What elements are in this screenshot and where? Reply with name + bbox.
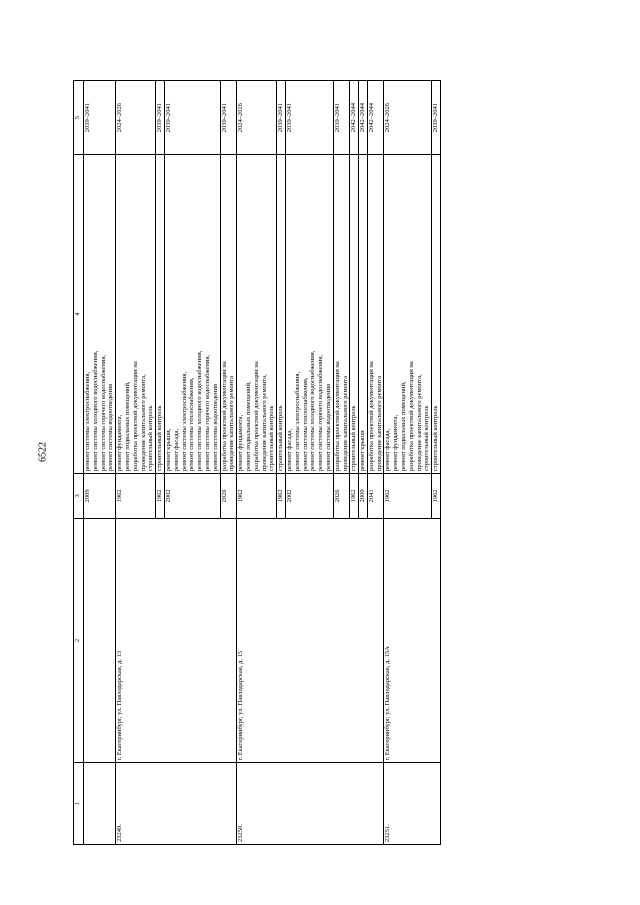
page-number: 6522 bbox=[37, 442, 49, 462]
year-cell: 1962 bbox=[384, 474, 432, 519]
year-cell: 1962 bbox=[350, 474, 359, 519]
col-header-4: 4 bbox=[74, 155, 84, 474]
year-cell: 2009 bbox=[84, 474, 116, 519]
period-cell: 2039–2041 bbox=[333, 81, 350, 155]
period-cell: 2024–2026 bbox=[237, 81, 277, 155]
year-cell: 2026 bbox=[220, 474, 237, 519]
col-header-2: 2 bbox=[74, 518, 84, 763]
period-cell: 2039–2041 bbox=[84, 81, 116, 155]
year-cell: 1962 bbox=[116, 474, 156, 519]
work-cell: разработка проектной документации на проведение капитального ремонта bbox=[220, 155, 237, 474]
page-number-area bbox=[0, 0, 70, 905]
year-cell: 2041 bbox=[367, 474, 384, 519]
work-cell: ремонт фасада, ремонт системы электроснабжения, ремонт системы теплоснабжения, ремонт системы холодного водоснабжения, ремонт системы горячего водоснабжения, ремонт системы водоотведения bbox=[285, 155, 333, 474]
address-cell: г. Екатеринбург, ул. Павлодарская, д. 15А bbox=[384, 518, 441, 763]
row-number-cell: 23251. bbox=[384, 763, 441, 845]
rotated-table-container bbox=[73, 80, 598, 845]
year-cell: 1962 bbox=[432, 474, 441, 519]
work-cell: ремонт фундамента, ремонт подвальных помещений, разработка проектной документации на проведение капитального ремонта, строительный контроль bbox=[116, 155, 156, 474]
period-cell: 2039–2041 bbox=[285, 81, 333, 155]
year-cell: 1962 bbox=[277, 474, 286, 519]
year-cell: 2009 bbox=[359, 474, 368, 519]
table-row bbox=[116, 81, 156, 845]
work-cell: строительный контроль bbox=[156, 155, 165, 474]
period-cell: 2039–2041 bbox=[156, 81, 165, 155]
year-cell: 1962 bbox=[156, 474, 165, 519]
table-row bbox=[84, 81, 116, 845]
period-cell: 2024–2026 bbox=[384, 81, 432, 155]
repair-schedule-table bbox=[73, 80, 441, 845]
work-cell: строительный контроль bbox=[432, 155, 441, 474]
table-row bbox=[237, 81, 277, 845]
col-header-1: 1 bbox=[74, 763, 84, 845]
work-cell: ремонт фасада, ремонт фундамента, ремонт подвальных помещений, разработка проектной документации на проведение капитального ремонта, строительный контроль bbox=[384, 155, 432, 474]
period-cell: 2039–2041 bbox=[220, 81, 237, 155]
row-number-cell bbox=[84, 763, 116, 845]
work-cell: разработка проектной документации на проведение капитального ремонта bbox=[333, 155, 350, 474]
period-cell: 2024–2026 bbox=[116, 81, 156, 155]
work-cell: ремонт системы электроснабжения, ремонт системы холодного водоснабжения, ремонт системы горячего водоснабжения, ремонт системы водоотведения bbox=[84, 155, 116, 474]
table-header-row bbox=[74, 81, 84, 845]
work-cell: строительный контроль bbox=[277, 155, 286, 474]
row-number-cell: 23249. bbox=[116, 763, 237, 845]
period-cell: 2042–2044 bbox=[350, 81, 359, 155]
year-cell: 2002 bbox=[285, 474, 333, 519]
period-cell: 2039–2041 bbox=[164, 81, 220, 155]
work-cell: разработка проектной документации на проведение капитального ремонта bbox=[367, 155, 384, 474]
year-cell: 2026 bbox=[333, 474, 350, 519]
table-row bbox=[384, 81, 432, 845]
year-cell: 2002 bbox=[164, 474, 220, 519]
period-cell: 2039–2041 bbox=[432, 81, 441, 155]
work-cell: строительный контроль bbox=[350, 155, 359, 474]
address-cell bbox=[84, 518, 116, 763]
address-cell: г. Екатеринбург, ул. Павлодарская, д. 15 bbox=[237, 518, 384, 763]
year-cell: 1962 bbox=[237, 474, 277, 519]
work-cell: ремонт крыши bbox=[359, 155, 368, 474]
work-cell: ремонт крыши, ремонт фасада, ремонт системы электроснабжения, ремонт системы теплоснабжения, ремонт системы холодного водоснабжения, ремонт системы горячего водоснабжения, ремонт системы водоотведения bbox=[164, 155, 220, 474]
period-cell: 2042–2044 bbox=[359, 81, 368, 155]
work-cell: ремонт фундамента, ремонт подвальных помещений, разработка проектной документации на проведение капитального ремонта, строительный контроль bbox=[237, 155, 277, 474]
address-cell: г. Екатеринбург, ул. Павлодарская, д. 13 bbox=[116, 518, 237, 763]
period-cell: 2039–2041 bbox=[277, 81, 286, 155]
col-header-5: 5 bbox=[74, 81, 84, 155]
row-number-cell: 23250. bbox=[237, 763, 384, 845]
col-header-3: 3 bbox=[74, 474, 84, 519]
period-cell: 2042–2044 bbox=[367, 81, 384, 155]
